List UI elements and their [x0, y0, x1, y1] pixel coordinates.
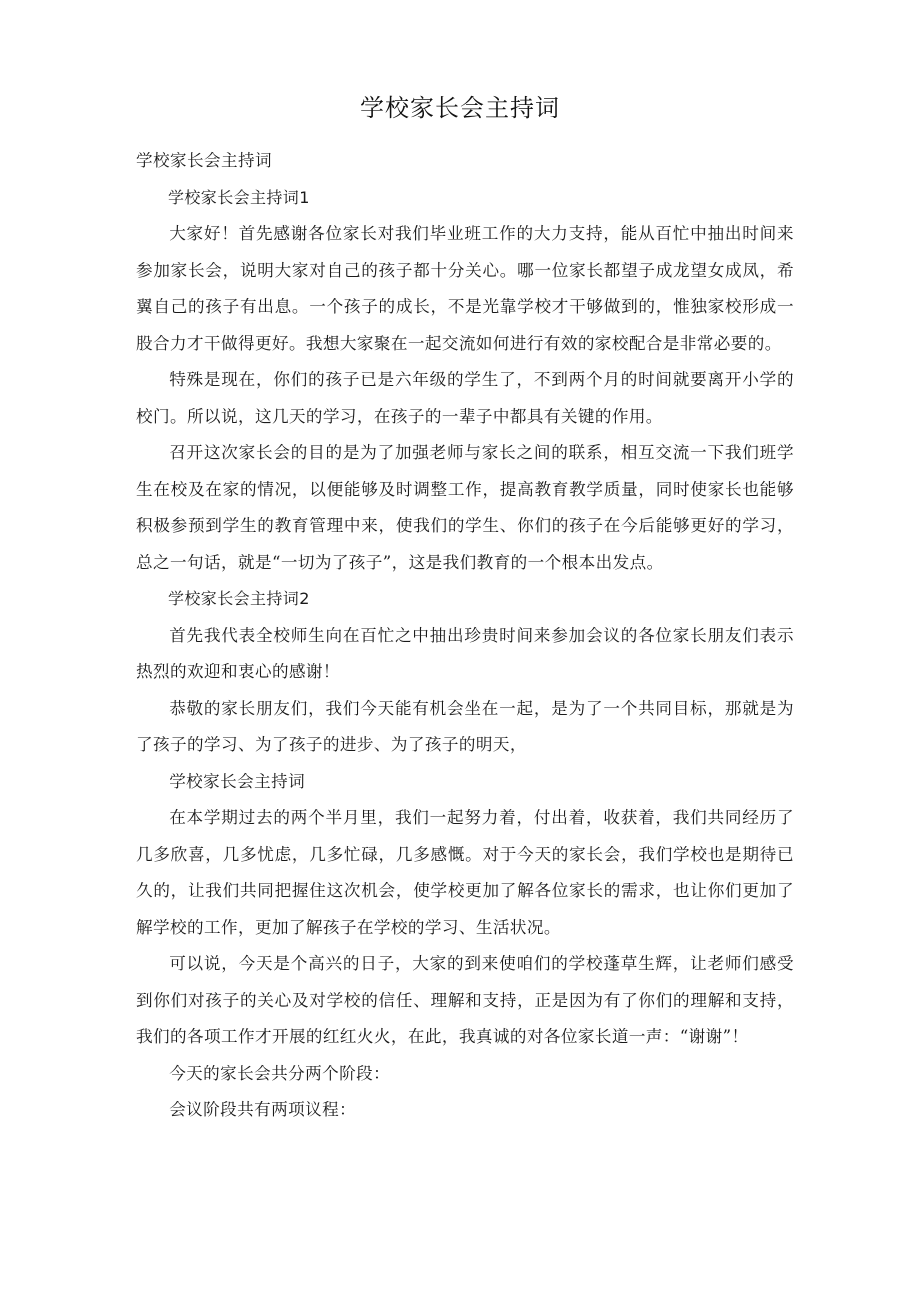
document-title: 学校家长会主持词	[360, 94, 560, 122]
section-heading-2: 学校家长会主持词2	[168, 589, 310, 608]
paragraph: 首先我代表全校师生向在百忙之中抽出珍贵时间来参加会议的各位家长朋友们表示热烈的欢迎和衷心的感谢！	[136, 625, 794, 681]
paragraph: 大家好！首先感谢各位家长对我们毕业班工作的大力支持，能从百忙中抽出时间来参加家长会，说明大家对自己的孩子都十分关心。哪一位家长都望子成龙望女成凤，希翼自己的孩子有出息。一个孩子的成长，不是光靠学校才干够做到的，惟独家校形成一股合力才干做得更好。我想大家聚在一起交流如何进行有效的家校配合是非常必要的。	[136, 224, 794, 353]
paragraph: 召开这次家长会的目的是为了加强老师与家长之间的联系，相互交流一下我们班学生在校及在家的情况，以便能够及时调整工作，提高教育教学质量，同时使家长也能够积极参预到学生的教育管理中来，使我们的学生、你们的孩子在今后能够更好的学习，总之一句话，就是“一切为了孩子”，这是我们教育的一个根本出发点。	[136, 443, 794, 572]
paragraph: 会议阶段共有两项议程：	[169, 1100, 357, 1119]
paragraph: 今天的家长会共分两个阶段：	[169, 1063, 391, 1083]
section-heading-1: 学校家长会主持词1	[168, 187, 310, 207]
document-body	[136, 143, 794, 1129]
paragraph: 特殊是现在，你们的孩子已是六年级的学生了，不到两个月的时间就要离开小学的校门。所以说，这几天的学习，在孩子的一辈子中都具有关键的作用。	[136, 370, 794, 426]
subtitle-heading: 学校家长会主持词	[136, 151, 272, 170]
paragraph: 恭敬的家长朋友们，我们今天能有机会坐在一起，是为了一个共同目标，那就是为了孩子的学习、为了孩子的进步、为了孩子的明天，	[136, 698, 794, 754]
paragraph: 学校家长会主持词	[169, 771, 306, 791]
paragraph: 在本学期过去的两个半月里，我们一起努力着，付出着，收获着，我们共同经历了几多欣喜，几多忧虑，几多忙碌，几多感慨。对于今天的家长会，我们学校也是期待已久的，让我们共同把握住这次机会，使学校更加了解各位家长的需求，也让你们更加了解学校的工作，更加了解孩子在学校的学习、生活状况。	[136, 808, 794, 937]
paragraph: 可以说，今天是个高兴的日子，大家的到来使咱们的学校蓬草生辉，让老师们感受到你们对孩子的关心及对学校的信任、理解和支持，正是因为有了你们的理解和支持，我们的各项工作才开展的红红火火，在此，我真诚的对各位家长道一声：“谢谢”！	[136, 954, 794, 1046]
